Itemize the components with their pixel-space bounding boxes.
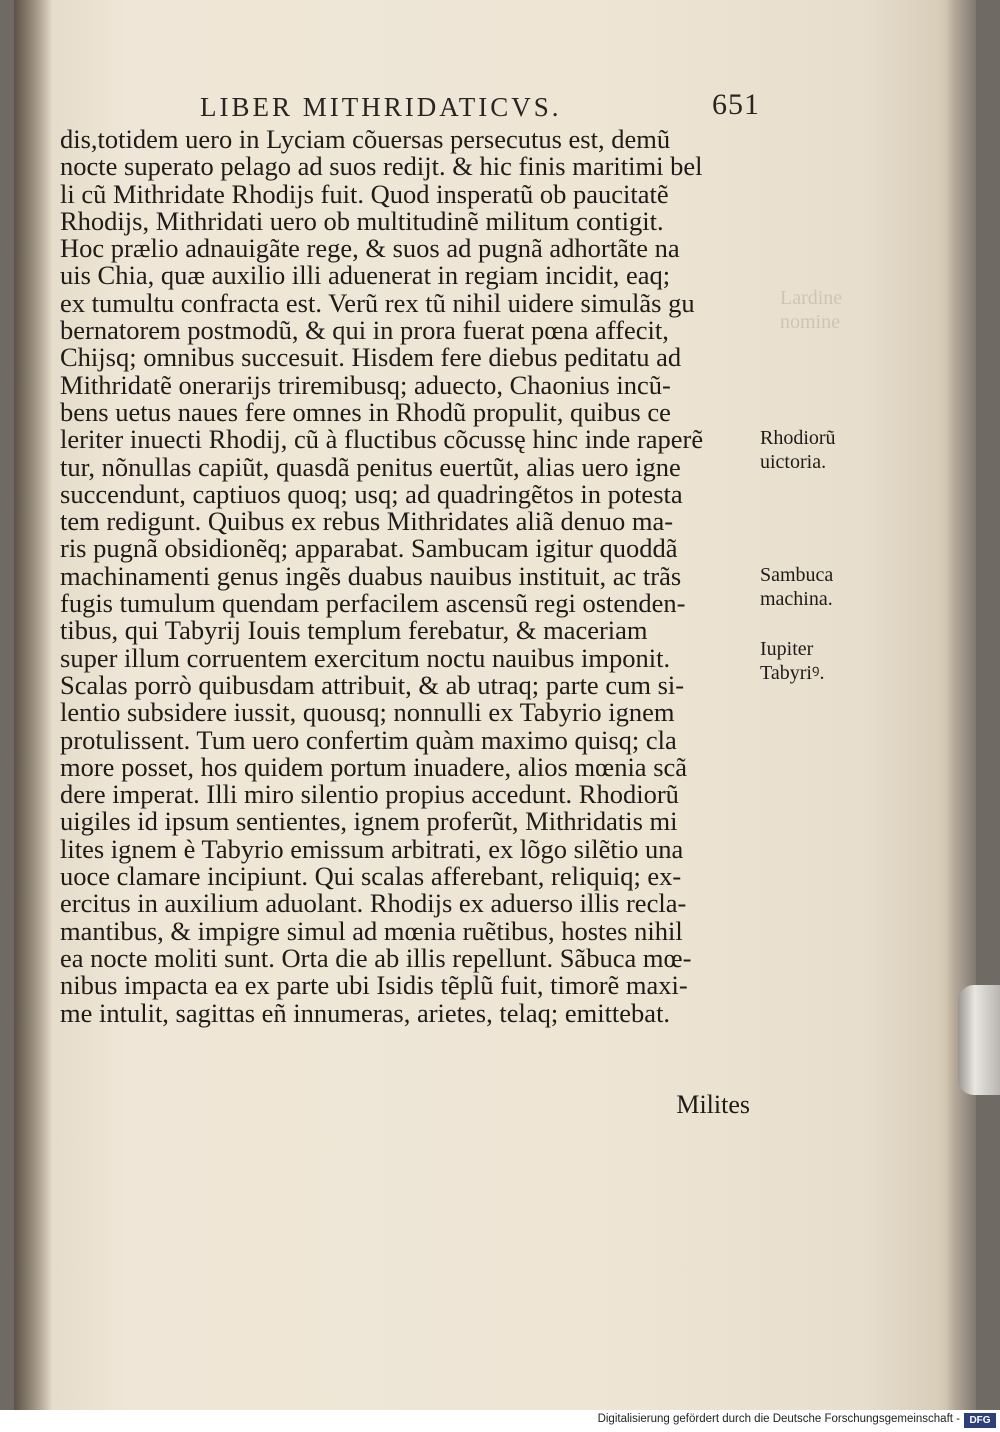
marginal-note-sambuca <box>760 563 880 611</box>
text-line: fugis tumulum quendam perfacilem ascensũ regi ostenden- <box>60 588 686 619</box>
text-line: Scalas porrò quibusdam attribuit, & ab utraq; parte cum si- <box>60 669 685 700</box>
text-line: bens uetus naues fere omnes in Rhodũ propulit, quibus ce <box>60 396 671 427</box>
text-line: tem redigunt. Quibus ex rebus Mithridates aliã denuo ma- <box>60 506 674 537</box>
text-line: ercitus in auxilium aduolant. Rhodijs ex aduerso illis recla- <box>60 888 687 919</box>
text-line: ex tumultu confracta est. Verũ rex tũ nihil uidere simulãs gu <box>60 287 695 318</box>
text-line: Hoc prælio adnauigãte rege, & suos ad pugnã adhortãte na <box>60 233 680 264</box>
text-line: tur, nõnullas capiũt, quasdã penitus euertũt, alias uero igne <box>60 451 681 482</box>
footer-text: Digitalisierung gefördert durch die Deutsche Forschungsgemeinschaft - <box>597 1413 960 1425</box>
bleed-through-note <box>780 286 890 334</box>
text-line: Chijsq; omnibus succesuit. Hisdem fere diebus peditatu ad <box>60 342 682 373</box>
page-number: 651 <box>712 88 760 121</box>
text-line: uis Chia, quæ auxilio illi aduenerat in regiam incidit, eaq; <box>60 260 671 291</box>
marginal-note-line: uictoria. <box>760 451 827 473</box>
text-line: protulissent. Tum uero confertim quàm maximo quisq; cla <box>60 724 677 755</box>
text-line: dere imperat. Illi miro silentio propius accedunt. Rhodiorũ <box>60 779 679 810</box>
text-line: leriter inuecti Rhodij, cũ à fluctibus cõcussę hinc inde raperẽ <box>60 424 704 455</box>
text-line: more posset, hos quidem portum inuadere, alios mœnia scã <box>60 751 688 782</box>
marginal-note-line: Sambuca <box>760 564 834 586</box>
marginal-note-rhodiorum <box>760 426 880 474</box>
page-clip <box>958 985 1000 1095</box>
text-line: mantibus, & impigre simul ad mœnia ruẽtibus, hostes nihil <box>60 915 683 946</box>
page-edge <box>946 0 976 1410</box>
body-text <box>60 126 760 1027</box>
marginal-note-line: Tabyriꝰ. <box>760 662 825 684</box>
running-head <box>200 88 760 128</box>
text-line: Rhodijs, Mithridati uero ob multitudinẽ militum contigit. <box>60 205 664 236</box>
marginal-note-line: Iupiter <box>760 638 814 660</box>
text-line: dis,totidem uero in Lyciam cõuersas persecutus est, demũ <box>60 124 671 154</box>
text-line: super illum corruentem exercitum noctu nauibus imponit. <box>60 642 671 673</box>
text-line: li cũ Mithridate Rhodijs fuit. Quod insperatũ ob paucitatẽ <box>60 178 669 209</box>
marginal-note-line: machina. <box>760 588 833 610</box>
text-line: ris pugnã obsidionẽq; apparabat. Sambucam igitur quoddã <box>60 533 678 564</box>
digitization-footer <box>0 1410 1000 1432</box>
text-line: uigiles id ipsum sentientes, ignem proferũt, Mithridatis mi <box>60 806 678 837</box>
bleed-through-line: nomine <box>780 311 840 333</box>
text-line: bernatorem postmodũ, & qui in prora fuerat pœna affecit, <box>60 315 669 346</box>
running-head-title: LIBER MITHRIDATICVS. <box>200 92 562 122</box>
text-line: me intulit, sagittas eñ innumeras, arietes, telaq; emittebat. <box>60 997 671 1028</box>
text-line: machinamenti genus ingẽs duabus nauibus instituit, ac trãs <box>60 560 682 591</box>
text-line: tibus, qui Tabyrij Iouis templum ferebatur, & maceriam <box>60 615 648 646</box>
dfg-logo: DFG <box>964 1413 996 1428</box>
text-line: nocte superato pelago ad suos rediјt. & hic finis maritimi bel <box>60 151 703 182</box>
bleed-through-line: Lardine <box>780 287 843 309</box>
binding-shadow <box>14 0 52 1410</box>
text-line: nibus impacta ea ex parte ubi Isidis tẽplũ fuit, timorẽ maxi- <box>60 970 688 1001</box>
text-line: ea nocte moliti sunt. Orta die ab illis repellunt. Sãbuca mœ- <box>60 942 692 973</box>
text-line: uoce clamare incipiunt. Qui scalas afferebant, reliquiq; ex- <box>60 861 682 892</box>
marginal-note-iupiter <box>760 637 880 685</box>
text-line: lentio subsidere iussit, quousq; nonnulli ex Tabyrio ignem <box>60 697 675 728</box>
text-line: succendunt, captiuos quoq; usq; ad quadringẽtos in potesta <box>60 478 683 509</box>
text-line: lites ignem è Tabyrio emissum arbitrati, ex lõgo silẽtio una <box>60 833 684 864</box>
marginal-note-line: Rhodiorũ <box>760 427 836 449</box>
text-line: Mithridatẽ onerarijs triremibusq; aduecto, Chaonius incũ- <box>60 369 671 400</box>
catchword: Milites <box>676 1090 750 1119</box>
